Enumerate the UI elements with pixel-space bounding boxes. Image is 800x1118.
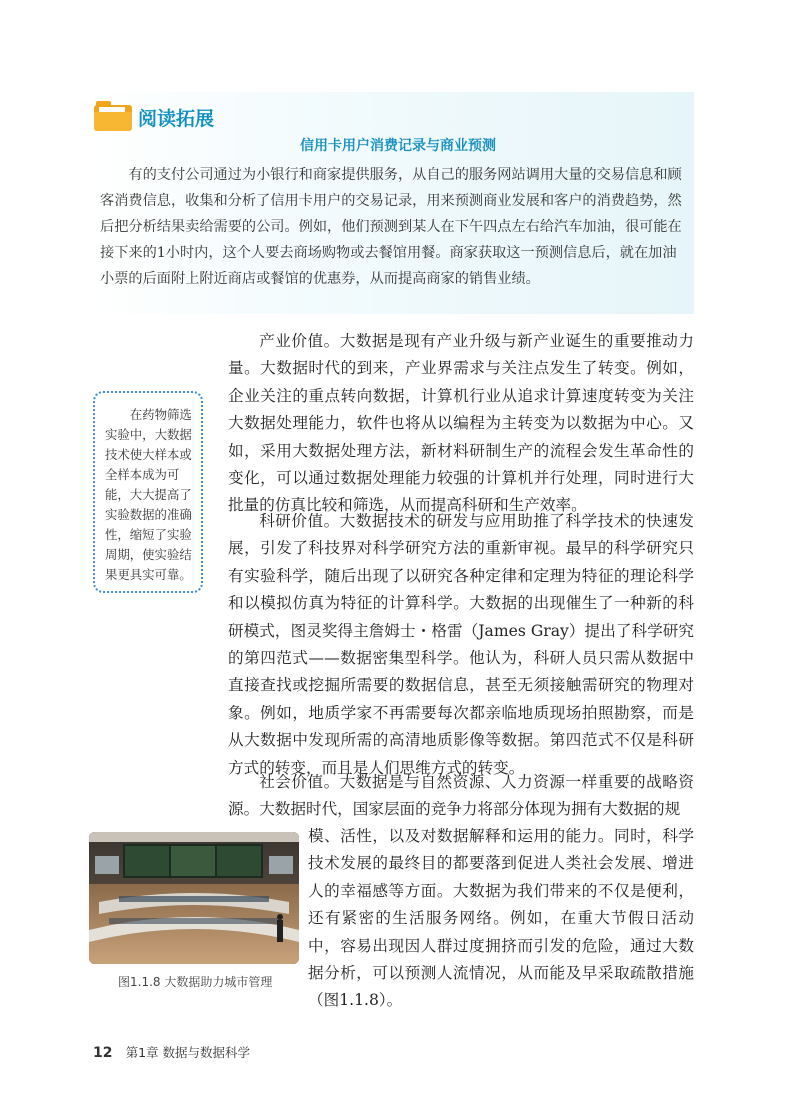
chapter-label: 第1章 数据与数据科学 [125, 1045, 251, 1060]
paragraph-social-value: 社会价值。大数据是与自然资源、人力资源一样重要的战略资源。大数据时代，国家层面的竞争力将部分体现为拥有大数据的规 [228, 773, 694, 819]
paragraph-industry-value: 产业价值。大数据是现有产业升级与新产业诞生的重要推动力量。大数据时代的到来，产业界需求与关注点发生了转变。例如，企业关注的重点转向数据，计算机行业从追求计算速度转变为关注大数据处理能力，软件也将从以编程为主转变为以数据为中心。又如，采用大数据处理方法，新材料研制生产的流程会发生革命性的变化，可以通过数据处理能力较强的计算机并行处理，同时进行大批量的仿真比较和筛选，从而提高科研和生产效率。 [228, 332, 694, 515]
reading-text: 有的支付公司通过为小银行和商家提供服务，从自己的服务网站调用大量的交易信息和顾客消费信息，收集和分析了信用卡用户的交易记录，用来预测商业发展和客户的消费趋势，然后把分析结果卖给需要的公司。例如，他们预测到某人在下午四点左右给汽车加油，很可能在接下来的1小时内，这个人要去商场购物或去餐馆用餐。商家获取这一预测信息后，就在加油小票的后面附上附近商店或餐馆的优惠券，从而提高商家的销售业绩。 [100, 167, 682, 287]
reading-extension-title: 阅读拓展 [138, 108, 215, 130]
side-note: 在药物筛选实验中，大数据技术使大样本或全样本成为可能，大大提高了实验数据的准确性，缩短了实验周期，使实验结果更具实可靠。 [93, 391, 203, 593]
paragraph-social-value-continued: 模、活性，以及对数据解释和运用的能力。同时，科学技术发展的最终目的都要落到促进人类社会发展、增进人的幸福感等方面。大数据为我们带来的不仅是便利，还有紧密的生活服务网络。例如，在重大节假日活动中，容易出现因人群过度拥挤而引发的危险，通过大数据分析，可以预测人流情况，从而能及早采取疏散措施（图1.1.8）。 [308, 827, 694, 1010]
figure-caption: 图1.1.8 大数据助力城市管理 [118, 975, 273, 989]
paragraph-research-value: 科研价值。大数据技术的研发与应用助推了科学技术的快速发展，引发了科技界对科学研究方法的重新审视。最早的科学研究只有实验科学，随后出现了以研究各种定律和定理为特征的理论科学和以模拟仿真为特征的计算科学。大数据的出现催生了一种新的科研模式，图灵奖得主詹姆士・格雷（James Gray）提出了科学研究的第四范式——数据密集型科学。他认为，科研人员只需从数据中直接查找或挖掘所需要的数据信息，甚至无须接触需研究的物理对象。例如，地质学家不再需要每次都亲临地质现场拍照勘察，而是从大数据中发现所需的高清地质影像等数据。第四范式不仅是科研方式的转变，而且是人们思维方式的转变。 [228, 512, 694, 777]
reading-subtitle: 信用卡用户消费记录与商业预测 [300, 138, 496, 154]
folder-icon [94, 101, 132, 131]
city-management-photo [89, 832, 299, 964]
page-number: 12 [93, 1045, 113, 1061]
page-footer [93, 1042, 250, 1061]
